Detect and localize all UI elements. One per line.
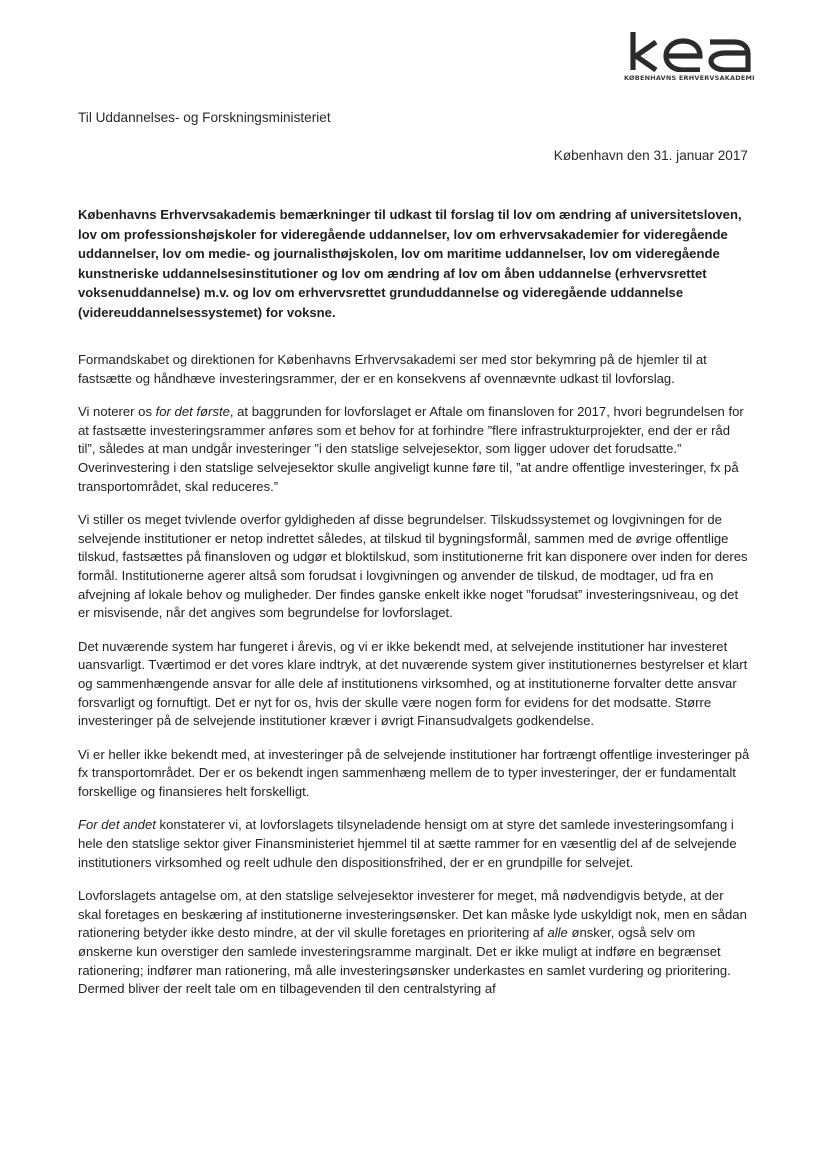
paragraph-4: Det nuværende system har fungeret i årevis, og vi er ikke bekendt med, at selvejende institutioner har investeret uansvarligt. Tværtimod er det vores klare indtryk, at det nuværende system giver institutionernes bestyrelser et klart og sammenhængende ansvar for alle dele af institutionens virksomhed, og at institutionerne forvalter dette ansvar forsvarligt og fornuftigt. Det er nyt for os, hvis der skulle være nogen form for evidens for det modsatte. Større investeringer på de selvejende institutioner kræver i øvrigt Finansudvalgets godkendelse.: [78, 638, 748, 729]
letter-body: [78, 351, 750, 1014]
emphasis-all: alle: [547, 925, 568, 941]
paragraph-3: Vi stiller os meget tvivlende overfor gyldigheden af disse begrundelser. Tilskudssystemet og lovgivningen for de selvejende institutioner er netop indrettet således, at tilskud til bygningsformål, sammen med de øvrige offentlige tilskud, fastsættes på finansloven og udgør et bloktilskud, som institutionerne frit kan disponere over inden for deres formål. Institutionerne agerer altså som forudsat i lovgivningen og anvender de tilskud, de modtager, ud fra en afvejning af lokale behov og muligheder. Der findes ganske enkelt ikke noget ”forudsat” investeringsniveau, og det er misvisende, når det angives som begrundelse for lovforslaget.: [78, 512, 748, 621]
kea-logo: [624, 30, 754, 82]
recipient-line: Til Uddannelses- og Forskningsministeriet: [78, 110, 331, 125]
emphasis-first: for det første: [155, 404, 230, 420]
paragraph-7: Lovforslagets antagelse om, at den statslige selvejesektor investerer for meget, må nødvendigvis betyde, at der skal foretages en beskæring af institutionerne investeringsønsker. Det kan måske lyde uskyldigt nok, men en sådan rationering betyder ikke desto mindre, at der vil skulle foretages en prioritering af alle ønsker, også selv om ønskerne kun overstiger den samlede investeringsramme marginalt. Det er ikke muligt at indføre en begrænset rationering; indfører man rationering, må alle investeringsønsker underkastes en samlet vurdering og prioritering. Dermed bliver der reelt tale om en tilbagevenden til den centralstyring af: [78, 888, 747, 997]
kea-wordmark-icon: [628, 30, 754, 72]
paragraph-6: For det andet konstaterer vi, at lovforslagets tilsyneladende hensigt om at styre det samlede investeringsomfang i hele den statslige sektor giver Finansministeriet hjemmel til at sætte rammer for en væsentlig del af de selvejende institutioners virksomhed og reelt udhule den dispositionsfrihed, der er en grundpille for selvejet.: [78, 817, 737, 870]
emphasis-second: For det andet: [78, 817, 156, 833]
paragraph-5: Vi er heller ikke bekendt med, at investeringer på de selvejende institutioner har fortrængt offentlige investeringer på fx transportområdet. Der er os bekendt ingen sammenhæng mellem de to typer investeringer, der er fundamentalt forskellige og finansieres helt forskelligt.: [78, 746, 750, 799]
dateline: København den 31. januar 2017: [553, 148, 748, 163]
paragraph-1: Formandskabet og direktionen for Københavns Erhvervsakademi ser med stor bekymring på de hjemler til at fastsætte og håndhæve investeringsrammer, der er en konsekvens af ovennævnte udkast til lovforslag.: [78, 352, 707, 386]
logo-subtitle: KØBENHAVNS ERHVERVSAKADEMI: [624, 74, 755, 82]
subject-heading: Københavns Erhvervsakademis bemærkninger til udkast til forslag til lov om ændring af universitetsloven, lov om professionshøjskoler for videregående uddannelser, lov om erhvervsakademier for videregående uddannelser, lov om medie- og journalisthøjskolen, lov om maritime uddannelser, lov om videregående kunstneriske uddannelsesinstitutioner og lov om ændring af lov om åben uddannelse (erhvervsrettet voksenuddannelse) m.v. og lov om erhvervsrettet grunduddannelse og videregående uddannelse (videreuddannelsessystemet) for voksne.: [78, 207, 742, 320]
paragraph-2: Vi noterer os for det første, at baggrunden for lovforslaget er Aftale om finansloven for 2017, hvori begrundelsen for at fastsætte investeringsrammer anføres som et behov for at forhindre ”flere infrastrukturprojekter, end der er råd til”, således at man undgår investeringer ”i den statslige selvejesektor, som ligger udover det forudsatte.” Overinvestering i den statslige selvejesektor skulle angiveligt kunne føre til, ”at andre offentlige investeringer, fx på transportområdet, skal reduceres.”: [78, 404, 744, 494]
